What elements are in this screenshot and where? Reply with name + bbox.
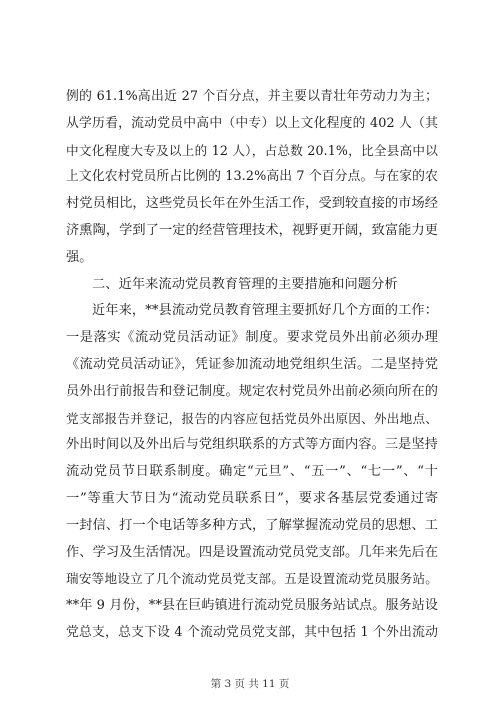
text-line: 一”等重大节日为“流动党员联系日”，要求各基层党委通过寄: [66, 490, 438, 506]
text-line: 中文化程度大专及以上的 12 人），占总数 20.1%，比全县高中以: [66, 142, 438, 158]
text-line: 流动党员节日联系制度。确定“元旦”、“五一”、“七一”、“十: [66, 464, 438, 480]
text-line: 作、学习及生活情况。四是设置流动党员党支部。几年来先后在: [66, 544, 439, 560]
text-line: 党支部报告并登记，报告的内容应包括党员外出原因、外出地点、: [66, 410, 438, 426]
text-line: 瑞安等地设立了几个流动党员党支部。五是设置流动党员服务站。: [66, 571, 438, 587]
text-line: 例的 61.1%高出近 27 个百分点，并主要以青壮年劳动力为主；: [66, 89, 438, 104]
text-line: 外出时间以及外出后与党组织联系的方式等方面内容。三是坚持: [66, 437, 439, 453]
text-line: 《流动党员活动证》，凭证参加流动地党组织生活。二是坚持党: [66, 356, 438, 372]
text-line: 二、近年来流动党员教育管理的主要措施和问题分析: [92, 276, 398, 292]
text-line: 一封信、打一个电话等多种方式，了解掌握流动党员的思想、工: [66, 517, 439, 533]
text-line: 强。: [66, 249, 93, 265]
text-line: 员外出行前报告和登记制度。规定农村党员外出前必须向所在的: [66, 383, 439, 399]
document-body: [66, 84, 438, 647]
text-line: 一是落实《流动党员活动证》制度。要求党员外出前必须办理: [66, 330, 438, 346]
text-line: 党总支，总支下设 4 个流动党员党支部，其中包括 1 个外出流动: [66, 624, 438, 640]
text-line: 济熏陶，学到了一定的经营管理技术，视野更开阔，致富能力更: [66, 222, 439, 238]
text-line: 从学历看，流动党员中高中（中专）以上文化程度的 402 人（其: [66, 115, 438, 131]
text-line: 近年来，**县流动党员教育管理主要抓好几个方面的工作：: [92, 303, 438, 319]
page-footer: 第 3 页 共 11 页: [210, 678, 290, 690]
text-line: 上文化农村党员所占比例的 13.2%高出 7 个百分点。与在家的农: [66, 169, 438, 185]
text-line: 村党员相比，这些党员长年在外生活工作，受到较直接的市场经: [66, 196, 439, 212]
text-line: **年 9 月份，**县在巨屿镇进行流动党员服务站试点。服务站设: [66, 598, 438, 614]
